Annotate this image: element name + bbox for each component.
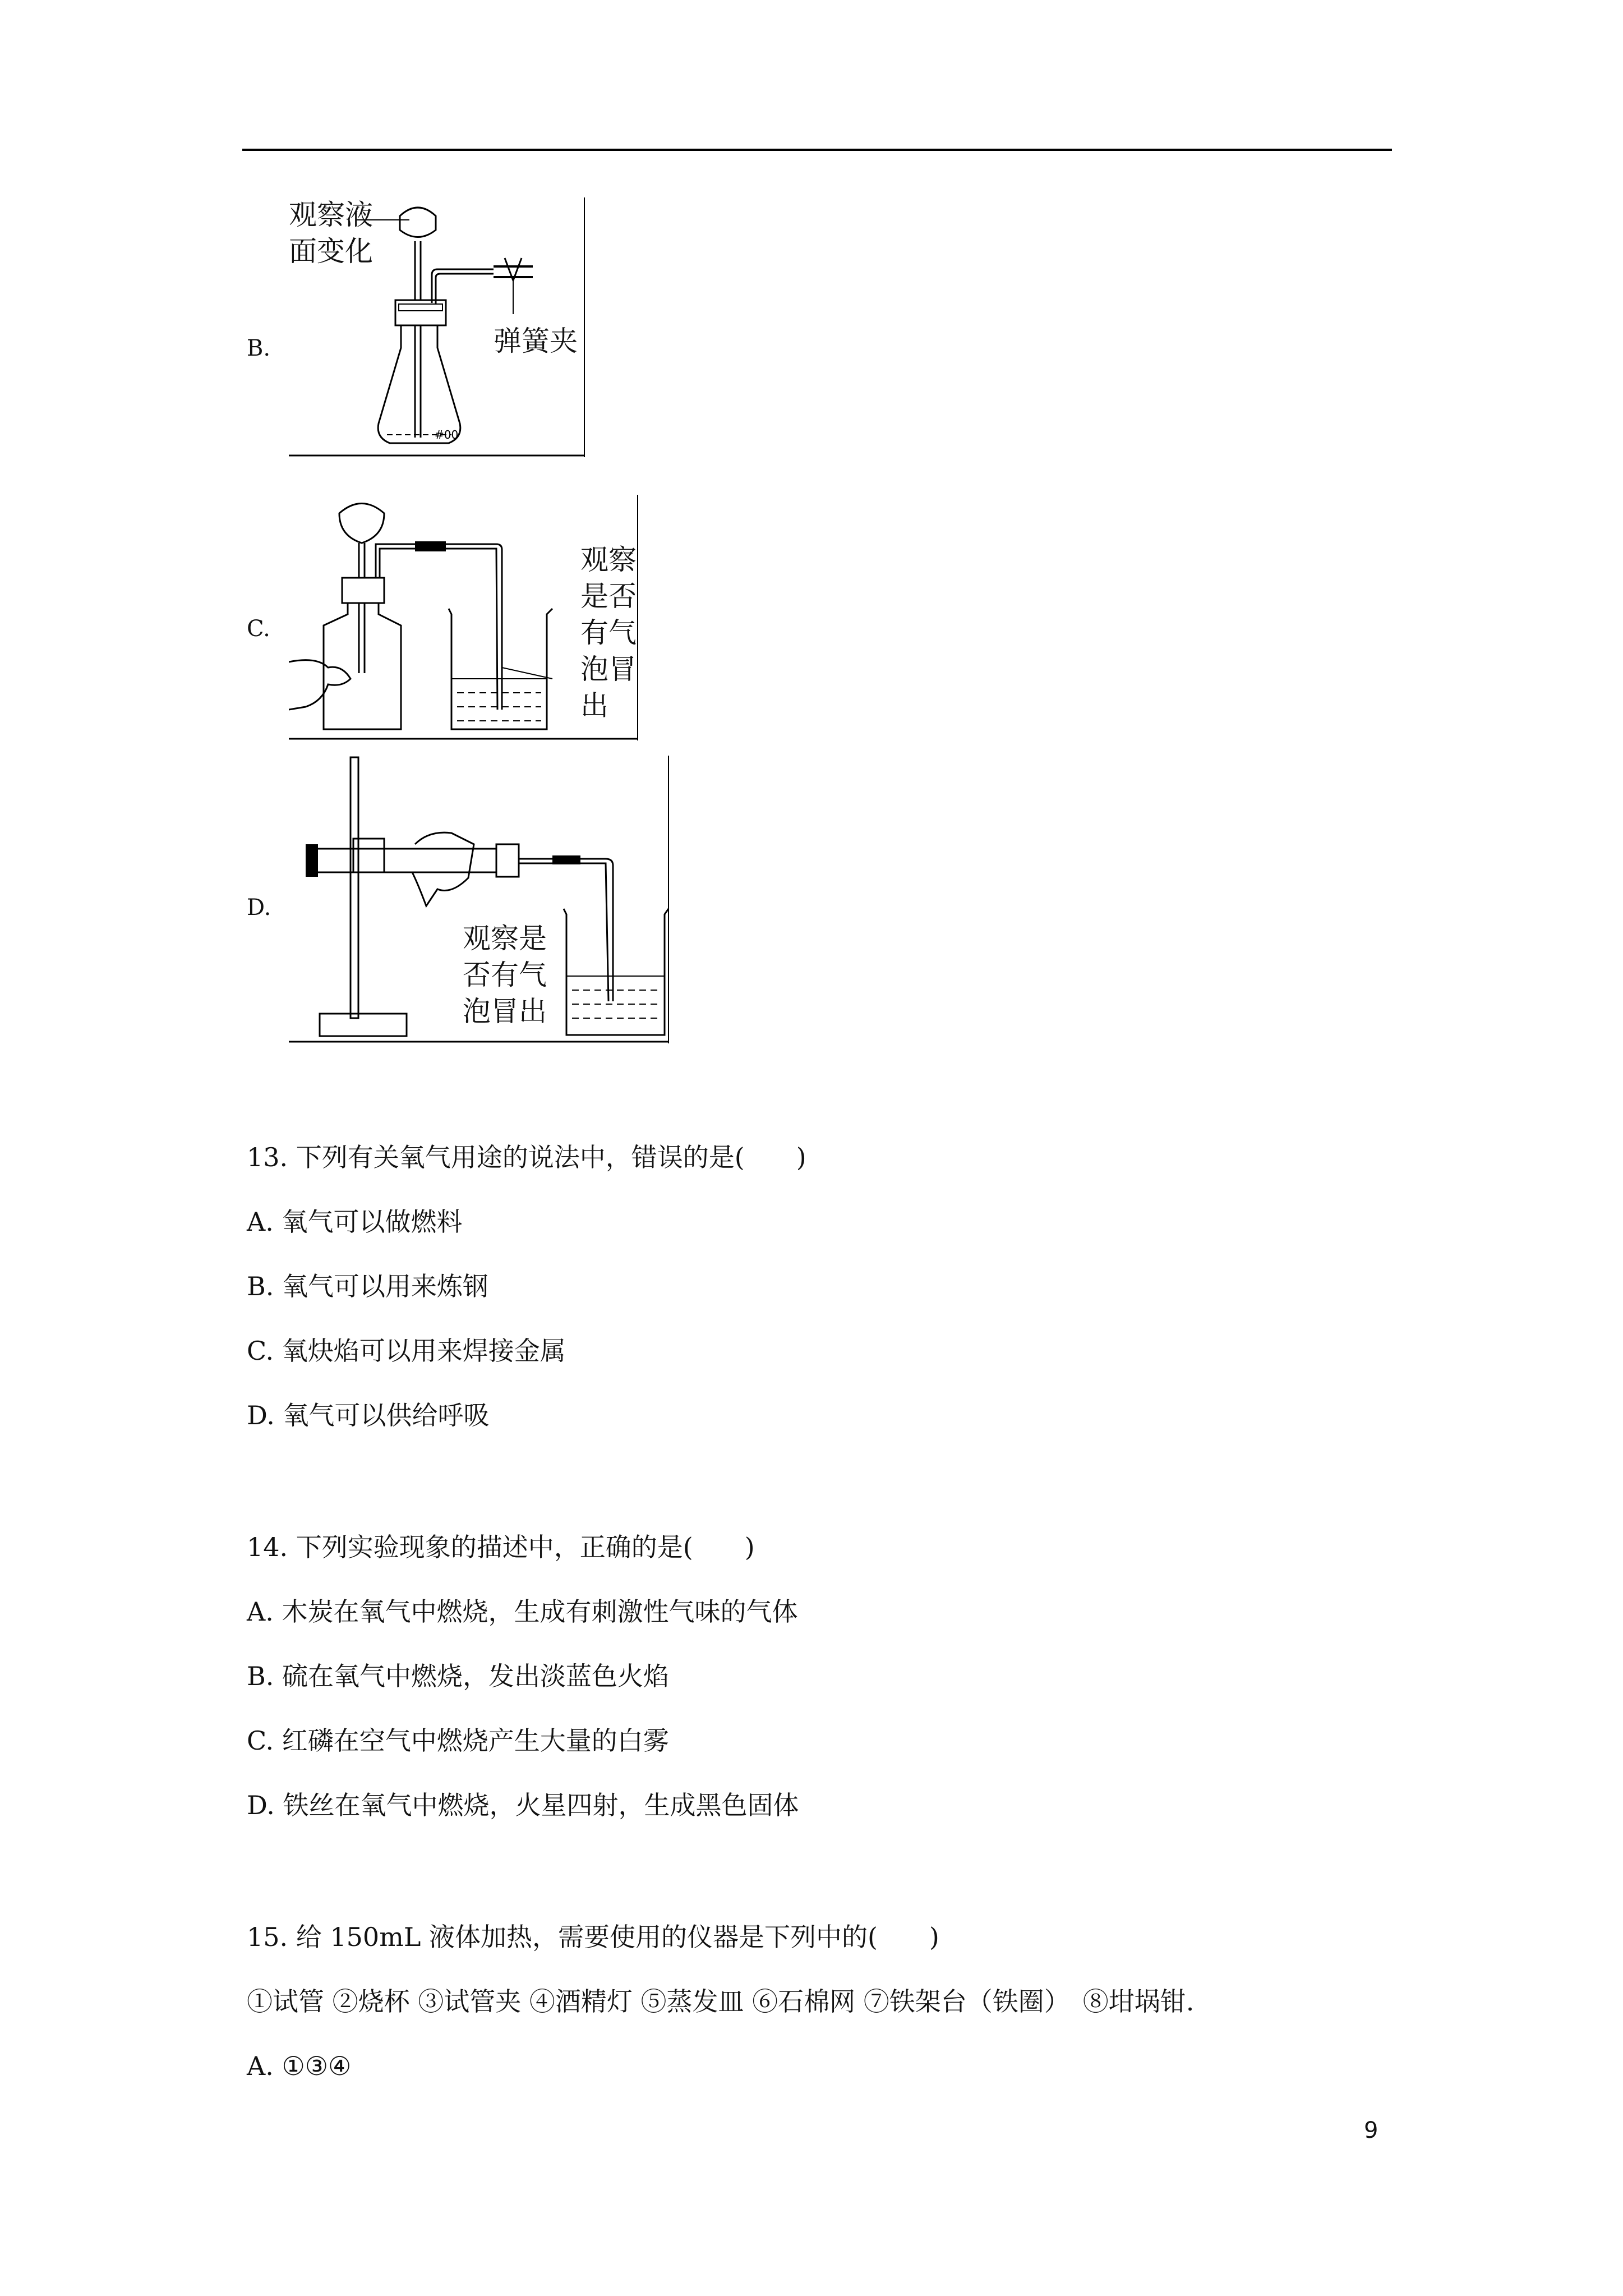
figure-c-label-4: 泡冒 xyxy=(580,653,637,685)
figure-d-label-1: 观察是 xyxy=(463,922,547,955)
option-b-label: B. xyxy=(247,335,271,361)
page-number: 9 xyxy=(1364,2118,1378,2143)
question-14-option-c: C. 红磷在空气中燃烧产生大量的白雾 xyxy=(247,1726,669,1756)
question-14-option-d: D. 铁丝在氧气中燃烧，火星四射，生成黑色固体 xyxy=(247,1790,799,1820)
question-13-stem: 13. 下列有关氧气用途的说法中，错误的是( ) xyxy=(247,1142,806,1172)
figure-c-label-3: 有气 xyxy=(580,616,637,649)
question-14-option-a: A. 木炭在氧气中燃烧，生成有刺激性气味的气体 xyxy=(247,1596,798,1627)
option-d-label: D. xyxy=(247,895,271,921)
figure-b-label-3: 弹簧夹 xyxy=(494,325,578,357)
question-13-option-b: B. 氧气可以用来炼钢 xyxy=(247,1271,489,1301)
question-14-stem: 14. 下列实验现象的描述中，正确的是( ) xyxy=(247,1532,755,1562)
figure-b-flask-apparatus xyxy=(289,196,586,457)
figure-b-label-2: 面变化 xyxy=(289,235,373,268)
question-14-option-b: B. 硫在氧气中燃烧，发出淡蓝色火焰 xyxy=(247,1661,670,1691)
figure-b-label-1: 观察液 xyxy=(289,199,373,231)
figure-d-label-2: 否有气 xyxy=(463,959,547,991)
figure-c-label-2: 是否 xyxy=(580,580,637,613)
figure-c-label-1: 观察 xyxy=(580,544,637,576)
figure-d-test-tube-stand-apparatus xyxy=(289,754,670,1043)
question-13-option-c: C. 氧炔焰可以用来焊接金属 xyxy=(247,1336,566,1366)
question-13-option-d: D. 氧气可以供给呼吸 xyxy=(247,1400,490,1430)
question-15-stem: 15. 给 150mL 液体加热，需要使用的仪器是下列中的( ) xyxy=(247,1922,939,1952)
question-13-option-a: A. 氧气可以做燃料 xyxy=(247,1207,463,1237)
figure-c-label-5: 出 xyxy=(580,689,608,722)
option-c-label: C. xyxy=(247,616,270,642)
question-15-option-a: A. ①③④ xyxy=(247,2051,352,2081)
svg-text:#00: #00 xyxy=(435,428,459,441)
question-15-items: ①试管 ②烧杯 ③试管夹 ④酒精灯 ⑤蒸发皿 ⑥石棉网 ⑦铁架台（铁圈） ⑧坩埚钳. xyxy=(247,1986,1195,2017)
figure-c-bottle-beaker-apparatus xyxy=(289,494,639,740)
header-rule xyxy=(242,149,1392,151)
figure-d-label-3: 泡冒出 xyxy=(463,995,547,1028)
